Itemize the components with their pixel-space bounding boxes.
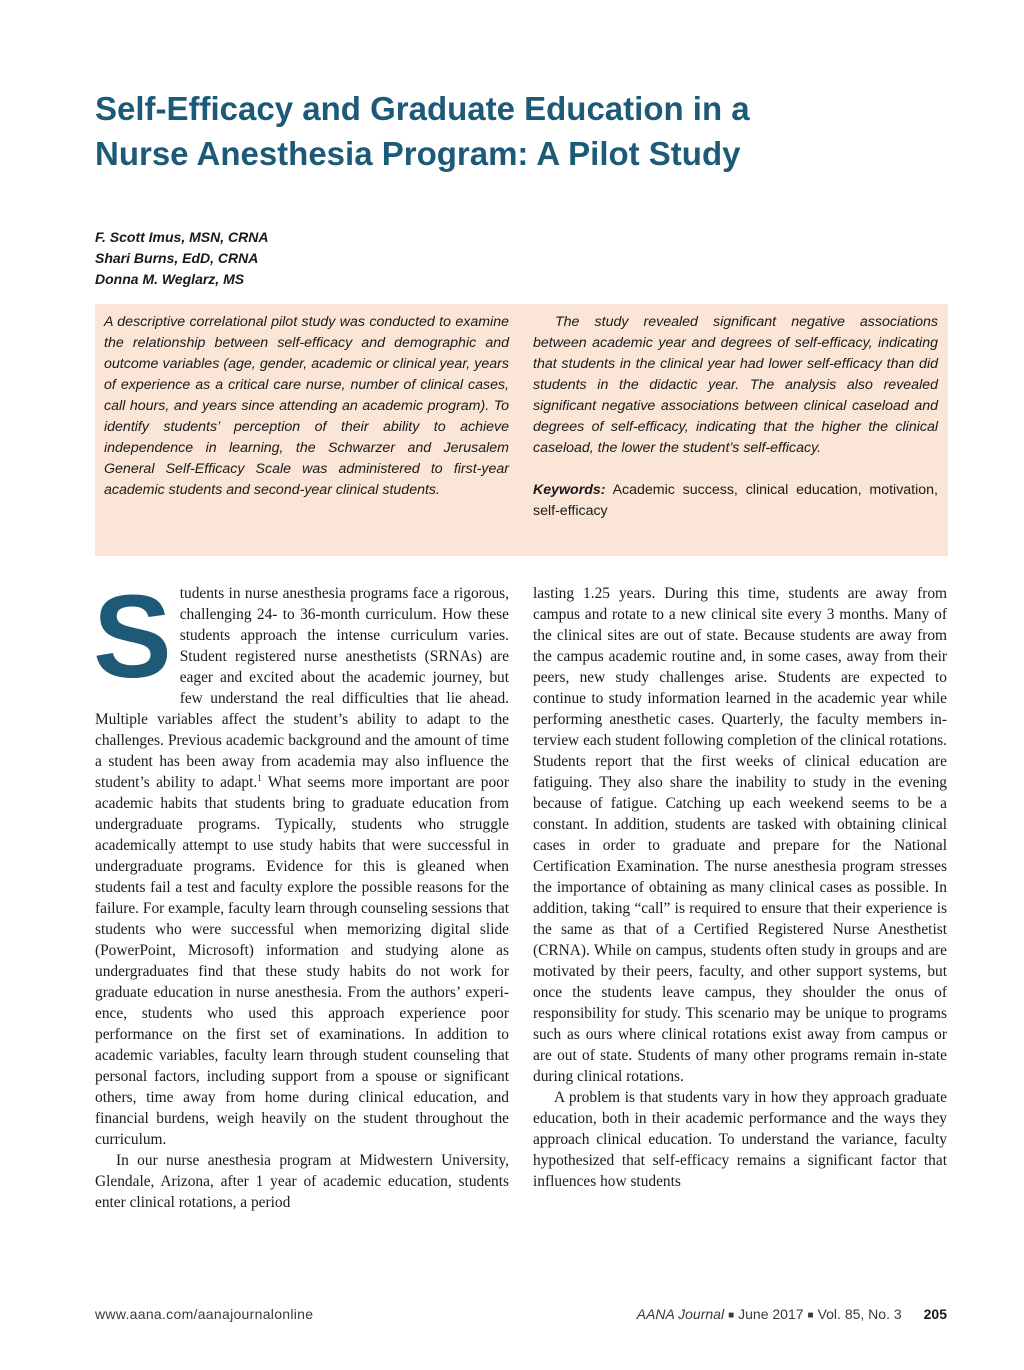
author-3: Donna M. Weglarz, MS bbox=[95, 271, 245, 287]
body-right-column bbox=[533, 583, 947, 1192]
body-paragraph-2: In our nurse anesthesia program at Midwestern University, Glendale, Arizona, after 1 year of academic education, students enter clinical rotations, a period bbox=[95, 1152, 509, 1211]
footer-volume: Vol. 85, No. 3 bbox=[817, 1306, 902, 1322]
keywords-label: Keywords: bbox=[533, 482, 606, 498]
separator-square-icon: ■ bbox=[728, 1310, 735, 1321]
author-1: F. Scott Imus, MSN, CRNA bbox=[95, 229, 269, 245]
drop-cap: S bbox=[93, 571, 172, 703]
separator-square-icon: ■ bbox=[807, 1310, 814, 1321]
page-number: 205 bbox=[923, 1306, 947, 1322]
abstract-paragraph-1: A descriptive correlational pilot study was conducted to examine the relationship between self-efficacy and demographic and outcome variables (age, gender, academic or clinical year, years of experience as a critical care nurse, number of clinical cases, call hours, and years since attending an academic program). To identify students’ perception of their ability to achieve independence in learning, the Schwarzer and Jerusalem General Self-Efficacy Scale was administered to first-year academic students and second-year clinical students. bbox=[104, 314, 509, 498]
footer-citation bbox=[637, 1306, 947, 1322]
abstract-right-column bbox=[533, 312, 938, 522]
body-paragraph-4: A problem is that students vary in how they approach graduate education, both in their academic performance and the ways they approach clinical education. To understand the variance, faculty hypothesized that self-efficacy remains a significant factor that influences how students bbox=[533, 1089, 947, 1190]
footer-journal: AANA Journal bbox=[636, 1306, 725, 1322]
article-title bbox=[95, 86, 935, 176]
author-2: Shari Burns, EdD, CRNA bbox=[95, 250, 259, 266]
footer-url: www.aana.com/aanajournalonline bbox=[95, 1306, 314, 1322]
body-left-column bbox=[93, 571, 509, 1213]
body-paragraph-1 bbox=[93, 571, 509, 1150]
author-list bbox=[95, 227, 268, 290]
title-line-2: Nurse Anesthesia Program: A Pilot Study bbox=[95, 135, 741, 172]
abstract-left-column bbox=[104, 312, 509, 501]
body-paragraph-3: lasting 1.25 years. During this time, students are away from campus and rotate to a new clinical site every 3 months. Many of the clinical sites are out of state. Because students are away from the campus academic routine and, in some cases, away from their peers, new study challenges arise. Students are expected to continue to study information learned in the academic year while performing anesthetic cases. Quarterly, the faculty members interview each student following completion of the clinical rotations. Students report that the first weeks of clinical education are fatiguing. They also share the inability to study in the evening because of fatigue. Catching up each weekend seems to be a constant. In addition, students are tasked with obtaining clinical cases in order to graduate and prepare for the National Certification Examination. The nurse anesthesia program stresses the importance of obtaining as many clinical cases as possible. In addition, taking “call” is required to ensure that their experience is the same as that of a Certified Registered Nurse Anesthetist (CRNA). While on campus, students often study in groups and are motivated by their peers, faculty, and other support systems, but once the students leave campus, they shoulder the onus of responsibility for study. This scenario may be unique to programs such as ours where clinical rotations exist away from campus or are out of state. Students of many other programs remain in-state during clinical rotations. bbox=[533, 585, 947, 1085]
keywords-list: Academic success, clinical education, motivation, self-efficacy bbox=[533, 482, 938, 519]
title-line-1: Self-Efficacy and Graduate Education in a bbox=[95, 90, 750, 127]
abstract-paragraph-2: The study revealed significant negative associations between academic year and degrees of self-efficacy, indicating that students in the clinical year had lower self-efficacy than did students in the didactic year. The analysis also revealed significant negative associations between clinical caseload and degrees of self-efficacy, indicating that the higher the clinical caseload, the lower the student’s self-efficacy. bbox=[533, 314, 938, 456]
body-paragraph-1-text-a: tudents in nurse anesthesia programs face a rigorous, challenging 24- to 36-month curriculum. How these students approach the intense curriculum varies. Student registered nurse anesthetists (SRNAs) are eager and excited about the academic journey, but few understand the real difficulties that lie ahead. Multiple variables affect the student’s ability to adapt to the challenges. Previous academic background and the amount of time a student has been away from academia may also influence the student’s ability to adapt. bbox=[95, 585, 509, 791]
abstract-box bbox=[95, 304, 948, 556]
citation-superscript: 1 bbox=[257, 772, 262, 783]
body-paragraph-1-text-b: What seems more important are poor academic habits that students bring to graduate education from undergraduate programs. Typically, students who struggle academically attempt to use study habits that were successful in undergraduate programs. Evidence for this is gleaned when students fail a test and faculty explore the possible reasons for the failure. For example, faculty learn through counseling sessions that students who were successful when memorizing digital slide (PowerPoint, Microsoft) information and studying alone as undergraduates find that these study habits do not work for graduate education in nurse anesthesia. From the authors’ experience, students who used this approach experience poor performance on the first set of examinations. In addition to academic variables, faculty learn through student counseling that personal factors, including support from a spouse or significant others, time away from home during clinical education, and financial burdens, weigh heavily on the student throughout the curriculum. bbox=[95, 774, 509, 1148]
footer-date: June 2017 bbox=[738, 1306, 804, 1322]
keywords bbox=[533, 480, 938, 522]
